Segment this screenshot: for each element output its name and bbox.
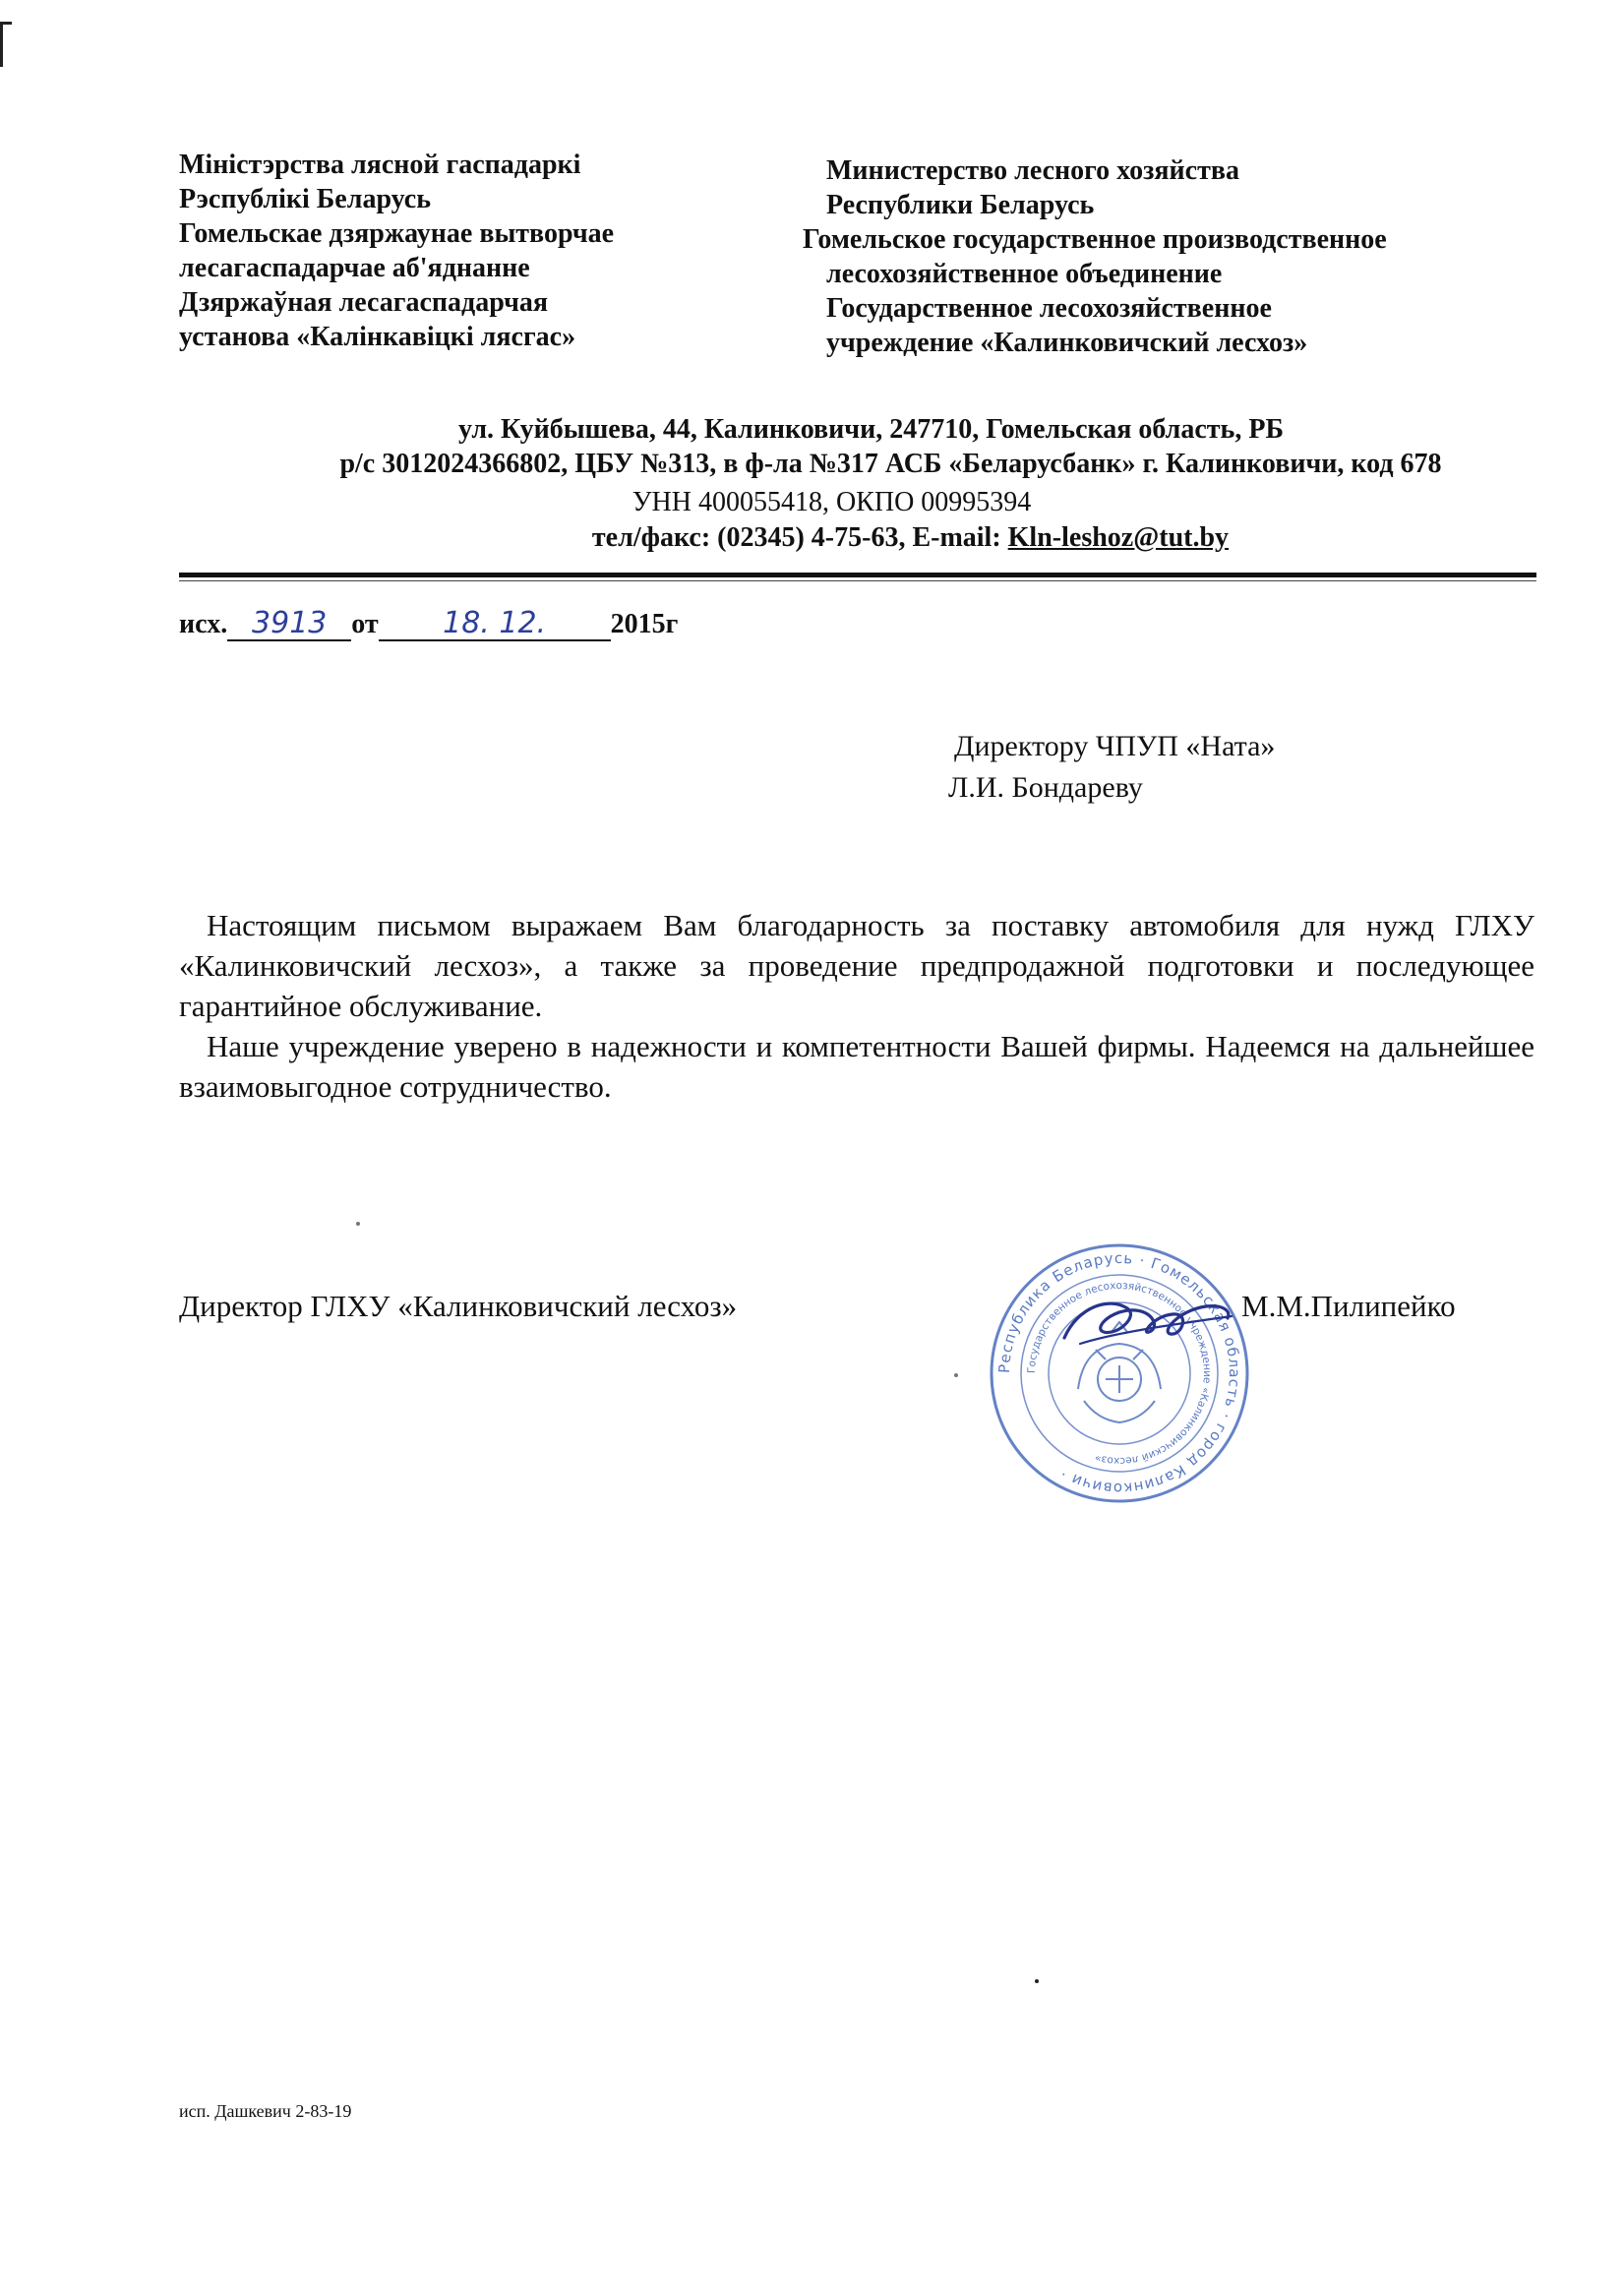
addressee-block [948,726,1276,809]
outgoing-year: 2015г [610,609,679,639]
header-russian [803,153,1387,360]
address-registry-codes: УНН 400055418, ОКПО 00995394 [632,487,1032,517]
official-stamp [988,1241,1251,1505]
scan-speck [954,1373,958,1377]
addressee-name: Л.И. Бондареву [948,771,1143,804]
header-left-line: Гомельскае дзяржаунае вытворчае [179,218,615,249]
stamp-outer-text: Республика Беларусь · Гомельская область · город Калинковичи · [994,1248,1244,1498]
address-bank-account: р/с 3012024366802, ЦБУ №313, в ф-ла №317 АСБ «Беларусбанк» г. Калинковичи, код 678 [339,449,1442,479]
header-left-line: Дзяржаўная лесагаспадарчая [179,287,549,318]
body-paragraph: Наше учреждение уверено в надежности и компетентности Вашей фирмы. Надеемся на дальнейшее взаимовыгодное сотрудничество. [179,1029,1534,1104]
header-right-line: Государственное лесохозяйственное [826,293,1272,324]
header-right-line: Гомельское государственное производственное [803,224,1387,255]
outgoing-number: 3913 [227,608,351,641]
outgoing-prefix: исх. [179,609,228,639]
stamp-inner-text: Государственное лесохозяйственное учреждение «Калинковичский лесхоз» [1025,1279,1214,1468]
header-right-line: лесохозяйственное объединение [826,259,1223,289]
address-contacts [98,521,1624,555]
address-street: ул. Куйбышева, 44, Калинковичи, 247710, Гомельская область, РБ [458,414,1284,445]
signatory-name: М.М.Пилипейко [1241,1289,1456,1323]
handwritten-signature [1058,1287,1235,1361]
email-link[interactable]: Kln-leshoz@tut.by [1007,522,1230,553]
header-left-line: лесагаспадарчае аб'яднанне [179,253,530,283]
header-divider-thin [179,580,1536,581]
header-divider [179,573,1536,577]
letter-body [179,905,1534,1107]
body-paragraph: Настоящим письмом выражаем Вам благодарность за поставку автомобиля для нужд ГЛХУ «Калинковичский лесхоз», а также за проведение предпродажной подготовки и последующее гарантийное обслуживание. [179,908,1534,1023]
header-left-line: установа «Калінкавіцкі лясгас» [179,322,576,352]
outgoing-reference [179,608,678,641]
scan-speck [1035,1979,1039,1983]
executor-note: исп. Дашкевич 2-83-19 [179,2101,352,2121]
scan-speck [356,1222,360,1226]
outgoing-from-label: от [351,609,379,639]
signatory-position: Директор ГЛХУ «Калинковичский лесхоз» [179,1289,738,1323]
header-left-line: Рэспублікі Беларусь [179,184,432,214]
outgoing-date: 18. 12. [379,608,611,641]
scan-edge-mark-top [0,22,12,25]
scan-edge-mark [0,22,3,67]
header-right-line: Министерство лесного хозяйства [826,155,1239,186]
header-right-line: Республики Беларусь [826,190,1095,220]
addressee-position: Директору ЧПУП «Ната» [954,730,1276,762]
header-right-line: учреждение «Калинковичский лесхоз» [826,328,1308,358]
header-left-line: Міністэрства лясной гаспадаркі [179,150,581,180]
phone-fax: тел/факс: (02345) 4-75-63, E-mail: [591,522,1008,553]
header-belarusian [179,148,614,354]
